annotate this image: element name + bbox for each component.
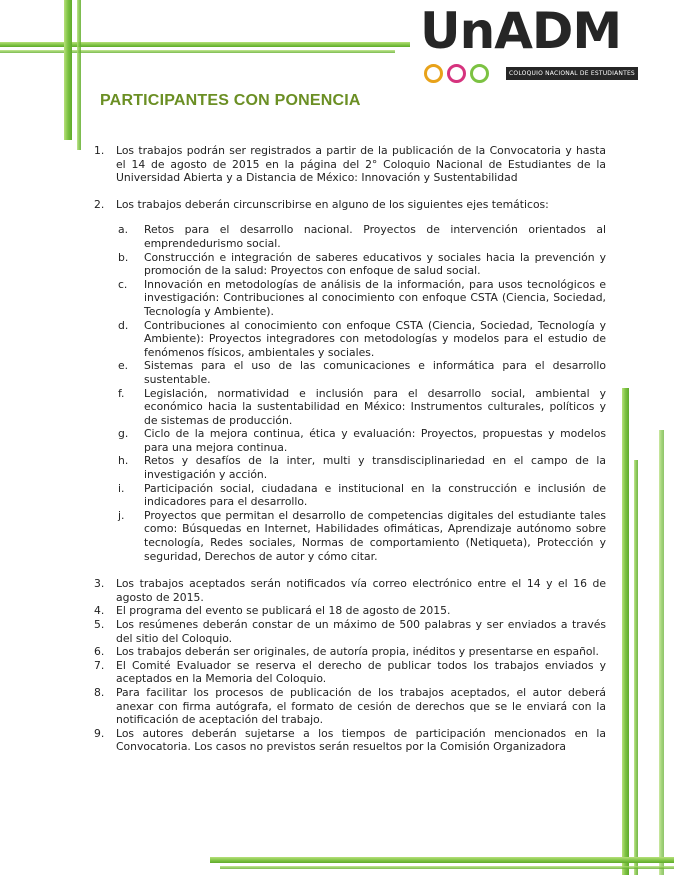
list-item [94,727,606,754]
decor-bar-right-1 [622,388,629,875]
sub-item-letter: c. [118,277,128,291]
sub-list-item [94,509,606,563]
sub-item-letter: j. [118,508,125,522]
section-heading: PARTICIPANTES CON PONENCIA [100,92,361,109]
decor-bar-bottom-1 [210,857,674,863]
item-text: El Comité Evaluador se reserva el derecho de publicar todos los trabajos enviados y aceptados en la Memoria del Coloquio. [116,658,606,686]
sub-item-letter: i. [118,481,125,495]
rules-list [94,144,606,754]
sub-list-item [94,251,606,278]
item-text: El programa del evento se publicará el 18 de agosto de 2015. [116,604,451,618]
sub-item-letter: h. [118,454,129,468]
sub-item-text: Construcción e integración de saberes educativos y sociales hacia la prevención y promoción de la salud: Proyectos con enfoque de salud social. [144,250,606,278]
item-number: 7. [94,658,105,672]
decor-bar-right-2 [634,460,638,875]
logo-icons [424,64,489,83]
list-item [94,645,606,659]
item-text: Los trabajos deberán ser originales, de autoría propia, inéditos y presentarse en español. [116,645,599,659]
sub-list-item [94,482,606,509]
decor-bar-top-1 [0,42,410,47]
decor-bar-left-2 [77,0,81,150]
sub-item-letter: a. [118,223,129,237]
list-item [94,659,606,686]
item-number: 5. [94,618,105,631]
item-number: 1. [94,144,105,157]
decor-bar-left-1 [64,0,72,140]
item-number: 6. [94,645,105,659]
decor-bar-top-2 [0,50,395,53]
logo-wordmark: UnADM [420,2,622,60]
item-number: 8. [94,685,105,699]
logo-circle-icon-orange [424,64,443,83]
sub-item-text: Innovación en metodologías de análisis de la información, para usos tecnológicos e investigación: Contribuciones al conocimiento con enfoque CSTA (Ciencia, Sociedad, Tecnología y Ambiente). [144,277,606,318]
list-item [94,577,606,604]
sub-list-item [94,454,606,481]
thematic-axes-list [94,223,606,563]
sub-item-text: Retos para el desarrollo nacional. Proyectos de intervención orientados al emprendedurismo social. [144,223,606,250]
sub-item-letter: d. [118,318,129,332]
sub-item-letter: f. [118,386,125,400]
item-number: 2. [94,197,105,211]
item-number: 9. [94,726,105,740]
sub-item-text: Contribuciones al conocimiento con enfoque CSTA (Ciencia, Sociedad, Tecnología y Ambiente): Proyectos integradores con metodologías y modelos para el estudio de fenómenos físicos, ambientales y sociales. [144,318,606,359]
sub-list-item [94,387,606,428]
sub-list-item [94,223,606,250]
decor-bar-bottom-2 [220,866,674,869]
sub-item-text: Proyectos que permitan el desarrollo de competencias digitales del estudiante tales como: Búsquedas en Internet, Habilidades ofimáticas, Aprendizaje autónomo sobre tecnología, Redes sociales, Normas de comportamiento (Netiqueta), Protección y seguridad, Derechos de autor y cómo citar. [144,508,606,563]
logo-circle-icon-pink [447,64,466,83]
sub-item-text: Sistemas para el uso de las comunicaciones e informática para el desarrollo sustentable. [144,359,606,386]
sub-item-text: Legislación, normatividad e inclusión para el desarrollo social, ambiental y económico hacia la sustentabilidad en México: Instrumentos culturales, políticos y de sistemas de producción. [144,386,606,427]
sub-list-item [94,359,606,386]
item-text: Los trabajos podrán ser registrados a partir de la publicación de la Convocatoria y hasta el 14 de agosto de 2015 en la página del 2° Coloquio Nacional de Estudiantes de la Universidad Abierta y a Distancia de México: Innovación y Sustentabilidad [116,144,606,185]
sub-item-letter: g. [118,427,129,441]
unadm-logo [420,2,640,92]
sub-item-text: Participación social, ciudadana e institucional en la construcción e inclusión de indicadores para el desarrollo. [144,481,606,509]
logo-circle-icon-green [470,64,489,83]
sub-list-item [94,319,606,360]
list-item [94,686,606,727]
item-text: Los resúmenes deberán constar de un máximo de 500 palabras y ser enviados a través del sitio del Coloquio. [116,618,606,645]
list-item [94,144,606,185]
item-number: 4. [94,604,105,618]
item-text: Los trabajos deberán circunscribirse en alguno de los siguientes ejes temáticos: [116,197,549,211]
item-text: Para facilitar los procesos de publicación de los trabajos aceptados, el autor deberá anexar con firma autógrafa, el formato de cesión de derechos que se le enviará con la notificación de aceptación del trabajo. [116,685,606,727]
sub-item-letter: e. [118,359,129,373]
list-item [94,604,606,618]
logo-tagline: COLOQUIO NACIONAL DE ESTUDIANTES [506,67,638,80]
item-number: 3. [94,577,105,591]
sub-item-text: Ciclo de la mejora continua, ética y evaluación: Proyectos, propuestas y modelos para una mejora continua. [144,427,606,454]
sub-item-text: Retos y desafíos de la inter, multi y transdisciplinariedad en el campo de la investigación y acción. [144,454,606,482]
decor-bar-right-3 [659,430,664,875]
sub-list-item [94,278,606,319]
item-text: Los trabajos aceptados serán notificados vía correo electrónico entre el 14 y el 16 de agosto de 2015. [116,577,606,604]
sub-item-letter: b. [118,250,129,264]
item-text: Los autores deberán sujetarse a los tiempos de participación mencionados en la Convocatoria. Los casos no previstos serán resueltos por la Comisión Organizadora [116,726,606,754]
list-item [94,198,606,212]
sub-list-item [94,427,606,454]
list-item [94,618,606,645]
